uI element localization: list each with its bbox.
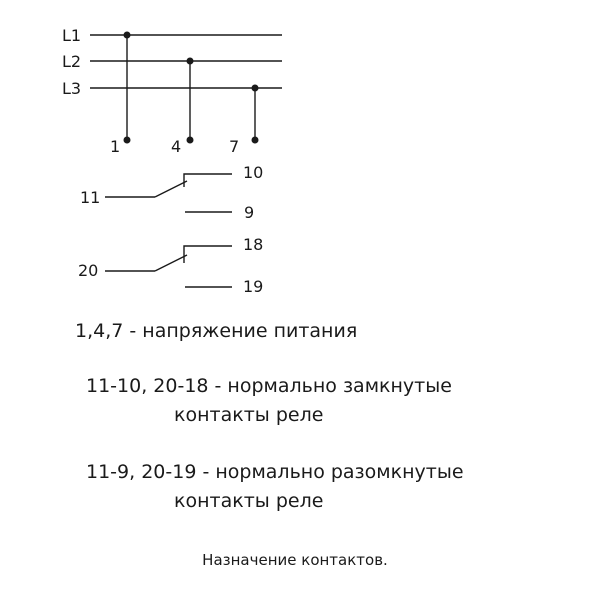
terminal-label-4: 4 <box>171 137 182 156</box>
relay1-nc-wire <box>184 174 232 187</box>
figure-caption: Назначение контактов. <box>202 551 388 569</box>
relay2-nc-wire <box>184 246 232 263</box>
legend-nc-subtitle: контакты реле <box>174 404 324 426</box>
terminal-label-1: 1 <box>110 137 121 156</box>
junction-dot-l2 <box>187 58 194 65</box>
relay2-common-label: 20 <box>78 261 99 280</box>
legend-no-subtitle: контакты реле <box>174 490 324 512</box>
relay1-contact-arm <box>155 181 187 197</box>
terminal-dot-4 <box>187 137 194 144</box>
legend-nc-title: 11-10, 20-18 - нормально замкнутые <box>86 375 452 397</box>
relay1-common-label: 11 <box>80 188 101 207</box>
terminal-dot-1 <box>124 137 131 144</box>
phase-label-l2: L2 <box>62 52 82 71</box>
terminal-label-7: 7 <box>229 137 240 156</box>
phase-label-l1: L1 <box>62 26 82 45</box>
legend-supply: 1,4,7 - напряжение питания <box>75 320 358 342</box>
relay1-nc-label: 10 <box>243 163 264 182</box>
relay2-nc-label: 18 <box>243 235 264 254</box>
relay1-no-label: 9 <box>244 203 255 222</box>
junction-dot-l3 <box>252 85 259 92</box>
terminal-dot-7 <box>252 137 259 144</box>
relay2-contact-arm <box>155 255 187 271</box>
phase-label-l3: L3 <box>62 79 82 98</box>
junction-dot-l1 <box>124 32 131 39</box>
relay2-no-label: 19 <box>243 277 264 296</box>
legend-no-title: 11-9, 20-19 - нормально разомкнутые <box>86 461 464 483</box>
